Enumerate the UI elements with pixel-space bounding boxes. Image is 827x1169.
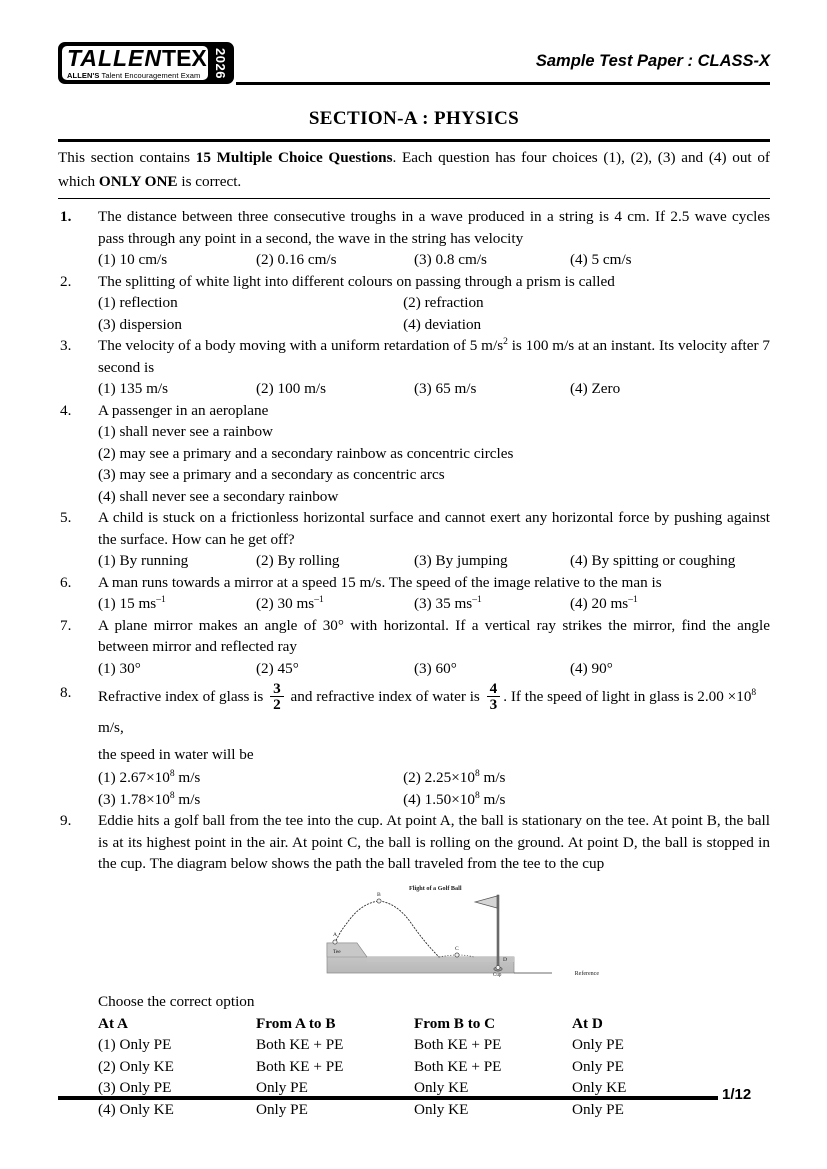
paper-title: Sample Test Paper : CLASS-X bbox=[535, 52, 770, 70]
fairway-strip bbox=[367, 957, 514, 962]
option-3[interactable] bbox=[98, 789, 403, 811]
question-7-number: 7. bbox=[60, 616, 72, 634]
question-1-options bbox=[98, 249, 770, 271]
fraction-denominator: 2 bbox=[270, 696, 284, 712]
cell-a-to-b: Both KE + PE bbox=[256, 1057, 344, 1075]
question-2 bbox=[58, 271, 770, 336]
cell-at-d: Only PE bbox=[572, 1057, 624, 1075]
option-3-exponent: –1 bbox=[472, 594, 482, 605]
cup-label: Cup bbox=[493, 972, 502, 978]
question-3-exponent: 2 bbox=[503, 336, 508, 347]
option-4-exponent: –1 bbox=[628, 594, 638, 605]
question-9-number: 9. bbox=[60, 812, 72, 830]
option-1-base: (1) 15 ms bbox=[98, 595, 157, 612]
option-4-base: (4) 20 ms bbox=[570, 595, 629, 612]
question-8-text-b: and refractive index of water is bbox=[286, 688, 484, 705]
option-2-base: (2) 2.25×10 bbox=[403, 769, 475, 787]
cell-at-d: Only PE bbox=[572, 1036, 624, 1054]
option-3[interactable]: (3) 65 m/s bbox=[414, 380, 477, 397]
question-9-text: Eddie hits a golf ball from the tee into the cup. At point A, the ball is stationary on the tee. At point B, the ball is at its highest point in the air. At point C, the ball is rolling on the ground. At point D, the ball is stopped in the cup. The diagram below shows the path the ball traveled from the tee to the cup bbox=[98, 812, 770, 873]
tee-label: Tee bbox=[333, 948, 341, 955]
option-2[interactable]: (2) refraction bbox=[403, 294, 484, 311]
question-8-text-e: the speed in water will be bbox=[98, 746, 254, 764]
option-3[interactable] bbox=[414, 593, 570, 615]
logo-wordmark bbox=[67, 47, 208, 70]
logo-text-block bbox=[62, 46, 208, 80]
tallentex-logo bbox=[58, 42, 234, 84]
option-1[interactable]: (1) shall never see a rainbow bbox=[98, 423, 274, 440]
logo-wordmark-bold: TALLEN bbox=[67, 45, 163, 71]
question-2-number: 2. bbox=[60, 272, 72, 290]
reference-label: Reference bbox=[574, 970, 599, 977]
option-3[interactable]: (3) may see a primary and a secondary as concentric arcs bbox=[98, 466, 445, 483]
cell-a-to-b: Only PE bbox=[256, 1079, 308, 1097]
option-2[interactable]: (2) 100 m/s bbox=[256, 380, 327, 397]
question-2-text: The splitting of white light into different colours on passing through a prism is called bbox=[98, 272, 615, 290]
cell-a-to-b: Only PE bbox=[256, 1100, 308, 1118]
option-3[interactable]: (3) 60° bbox=[414, 659, 457, 677]
fraction-three-halves bbox=[270, 681, 284, 712]
option-2[interactable]: (2) By rolling bbox=[256, 552, 340, 569]
option-4[interactable]: (4) 90° bbox=[570, 659, 613, 677]
option-1-unit: m/s bbox=[174, 769, 201, 787]
option-4[interactable]: (4) By spitting or coughing bbox=[570, 552, 736, 569]
cell-at-d: Only KE bbox=[572, 1079, 627, 1097]
ball-at-b bbox=[377, 898, 381, 902]
option-3[interactable]: (3) 0.8 cm/s bbox=[414, 251, 487, 268]
page-number: 1/12 bbox=[722, 1086, 752, 1103]
question-8 bbox=[58, 682, 770, 810]
question-8-text-c: . If the speed of light in glass is 2.00 ×10 bbox=[503, 688, 752, 705]
question-3 bbox=[58, 335, 770, 400]
option-4[interactable]: (4) shall never see a secondary rainbow bbox=[98, 487, 339, 505]
question-6-number: 6. bbox=[60, 573, 72, 591]
option-1-exponent: –1 bbox=[156, 594, 166, 605]
question-4 bbox=[58, 400, 770, 508]
cell-b-to-c: Both KE + PE bbox=[414, 1057, 502, 1075]
option-4[interactable]: (4) deviation bbox=[403, 315, 482, 333]
question-8-number: 8. bbox=[60, 684, 72, 701]
answer-lead-text: Choose the correct option bbox=[98, 992, 255, 1010]
question-8-text-a: Refractive index of glass is bbox=[98, 688, 268, 705]
option-2-base: (2) 30 ms bbox=[256, 595, 315, 612]
question-2-options-row-2 bbox=[98, 314, 770, 336]
point-label-d: D bbox=[503, 956, 508, 963]
question-5 bbox=[58, 507, 770, 572]
cell-b-to-c: Only KE bbox=[414, 1100, 469, 1118]
question-6-options bbox=[98, 593, 770, 615]
cell-at-a: (4) Only KE bbox=[98, 1100, 174, 1118]
question-8-options-row-1 bbox=[98, 767, 770, 789]
instructions-part-1: This section contains bbox=[58, 149, 196, 166]
question-2-options-row-1 bbox=[98, 292, 770, 314]
question-7-text: A plane mirror makes an angle of 30° with horizontal. If a vertical ray strikes the mirror, find the angle between mirror and reflected ray bbox=[98, 616, 770, 655]
question-8-text-d: m/s, bbox=[98, 719, 124, 737]
option-4[interactable]: (4) 5 cm/s bbox=[570, 251, 632, 268]
point-label-a: A bbox=[333, 931, 338, 938]
column-header-at-d: At D bbox=[572, 1014, 603, 1032]
section-title-rule bbox=[58, 139, 770, 142]
fraction-numerator: 3 bbox=[273, 680, 281, 698]
ball-at-d bbox=[496, 965, 500, 969]
table-row[interactable] bbox=[98, 1099, 770, 1121]
option-1[interactable]: (1) By running bbox=[98, 552, 189, 569]
instructions-part-2: . Each question has four choices (1), (2), (3) and (4) out of which bbox=[58, 149, 770, 190]
option-3[interactable]: (3) dispersion bbox=[98, 315, 182, 333]
option-4[interactable] bbox=[403, 789, 770, 811]
flag-icon bbox=[475, 896, 497, 908]
cell-at-a: (2) Only KE bbox=[98, 1057, 174, 1075]
cell-b-to-c: Only KE bbox=[414, 1079, 469, 1097]
table-row[interactable] bbox=[98, 1034, 770, 1056]
golf-ball-flight-diagram bbox=[309, 881, 599, 989]
golf-diagram-svg bbox=[309, 881, 599, 989]
option-1[interactable]: (1) 10 cm/s bbox=[98, 251, 168, 268]
table-row[interactable] bbox=[98, 1056, 770, 1078]
footer-rule bbox=[58, 1096, 718, 1100]
point-label-c: C bbox=[455, 945, 459, 952]
option-4-exponent: 8 bbox=[474, 790, 480, 801]
page-header bbox=[58, 42, 770, 92]
question-4-number: 4. bbox=[60, 401, 72, 419]
diagram-title: Flight of a Golf Ball bbox=[409, 884, 462, 892]
instructions-part-3: is correct. bbox=[177, 173, 242, 190]
option-1[interactable]: (1) 30° bbox=[98, 659, 141, 677]
answer-options-table bbox=[98, 1013, 770, 1121]
fraction-four-thirds bbox=[487, 681, 501, 712]
logo-wordmark-light: TEX bbox=[162, 45, 207, 71]
option-1-exponent: 8 bbox=[169, 768, 175, 779]
instructions-bold-2: ONLY ONE bbox=[98, 173, 178, 190]
cell-at-a: (3) Only PE bbox=[98, 1079, 172, 1097]
cell-a-to-b: Both KE + PE bbox=[256, 1036, 344, 1054]
option-2[interactable] bbox=[403, 767, 770, 789]
option-2[interactable] bbox=[256, 593, 414, 615]
option-4[interactable]: (4) Zero bbox=[570, 380, 621, 397]
option-1[interactable]: (1) 135 m/s bbox=[98, 380, 169, 397]
option-4-unit: m/s bbox=[479, 790, 506, 808]
option-3-base: (3) 35 ms bbox=[414, 595, 473, 612]
question-1-text: The distance between three consecutive troughs in a wave produced in a string is 4 cm. If 2.5 wave cycles pass through any point in a second, the wave in the string has velocity bbox=[98, 208, 770, 247]
fraction-numerator: 4 bbox=[489, 680, 498, 698]
option-3-unit: m/s bbox=[174, 790, 201, 808]
option-2-exponent: –1 bbox=[314, 594, 324, 605]
column-header-at-a: At A bbox=[98, 1014, 128, 1032]
question-3-text bbox=[98, 335, 770, 378]
question-8-text bbox=[98, 682, 770, 743]
option-3-base: (3) 1.78×10 bbox=[98, 790, 170, 808]
question-8-exponent: 8 bbox=[751, 687, 757, 698]
option-1[interactable] bbox=[98, 767, 403, 789]
question-9 bbox=[58, 810, 770, 1120]
logo-year-text: 2026 bbox=[212, 47, 228, 79]
question-3-number: 3. bbox=[60, 337, 72, 354]
column-header-b-to-c: From B to C bbox=[414, 1014, 496, 1032]
option-4[interactable] bbox=[570, 593, 770, 615]
question-3-options bbox=[98, 378, 770, 400]
option-2-exponent: 8 bbox=[474, 768, 480, 779]
question-list bbox=[58, 202, 770, 1120]
question-7 bbox=[58, 615, 770, 680]
fraction-denominator: 3 bbox=[487, 696, 501, 712]
ball-at-c bbox=[455, 952, 459, 956]
table-header-row bbox=[98, 1013, 770, 1035]
cell-b-to-c: Both KE + PE bbox=[414, 1036, 502, 1054]
option-1[interactable]: (1) reflection bbox=[98, 294, 178, 311]
instructions-bold-1: 15 Multiple Choice Questions bbox=[195, 149, 393, 166]
option-1-base: (1) 2.67×10 bbox=[98, 769, 170, 787]
section-instructions bbox=[58, 146, 770, 194]
logo-tagline-rest: Talent Encouragement Exam bbox=[99, 71, 201, 80]
column-header-a-to-b: From A to B bbox=[256, 1014, 336, 1032]
header-divider-rule bbox=[236, 82, 770, 85]
logo-year-badge bbox=[210, 46, 230, 80]
logo-tagline-brand: ALLEN'S bbox=[67, 71, 100, 80]
question-5-options bbox=[98, 550, 770, 572]
option-1[interactable] bbox=[98, 593, 256, 615]
question-3-text-a: The velocity of a body moving with a uniform retardation of 5 m/s bbox=[98, 337, 504, 354]
option-3[interactable]: (3) By jumping bbox=[414, 552, 508, 569]
question-4-options bbox=[98, 421, 770, 507]
option-2[interactable]: (2) 0.16 cm/s bbox=[256, 251, 337, 268]
question-5-text: A child is stuck on a frictionless horizontal surface and cannot exert any horizontal force by pushing against the surface. How can he get off? bbox=[98, 509, 770, 548]
instructions-divider-rule bbox=[58, 198, 770, 199]
question-1-number: 1. bbox=[60, 208, 72, 225]
logo-tagline bbox=[67, 71, 208, 80]
cell-at-a: (1) Only PE bbox=[98, 1036, 172, 1054]
question-5-number: 5. bbox=[60, 509, 72, 526]
option-2-unit: m/s bbox=[479, 769, 506, 787]
question-3-text-b: is 100 m/s at an instant. Its velocity after 7 second is bbox=[98, 337, 770, 376]
question-6-text: A man runs towards a mirror at a speed 15 m/s. The speed of the image relative to the man is bbox=[98, 573, 662, 591]
question-4-text: A passenger in an aeroplane bbox=[98, 401, 269, 419]
ball-at-a bbox=[333, 939, 337, 943]
question-6 bbox=[58, 572, 770, 615]
option-4-base: (4) 1.50×10 bbox=[403, 790, 475, 808]
cell-at-d: Only PE bbox=[572, 1100, 624, 1118]
question-1 bbox=[58, 206, 770, 271]
section-title: SECTION-A : PHYSICS bbox=[308, 108, 520, 129]
option-3-exponent: 8 bbox=[169, 790, 175, 801]
option-2[interactable]: (2) 45° bbox=[256, 659, 299, 677]
question-8-options-row-2 bbox=[98, 789, 770, 811]
question-7-options bbox=[98, 658, 770, 680]
point-label-b: B bbox=[377, 891, 381, 898]
option-2[interactable]: (2) may see a primary and a secondary rainbow as concentric circles bbox=[98, 444, 514, 462]
